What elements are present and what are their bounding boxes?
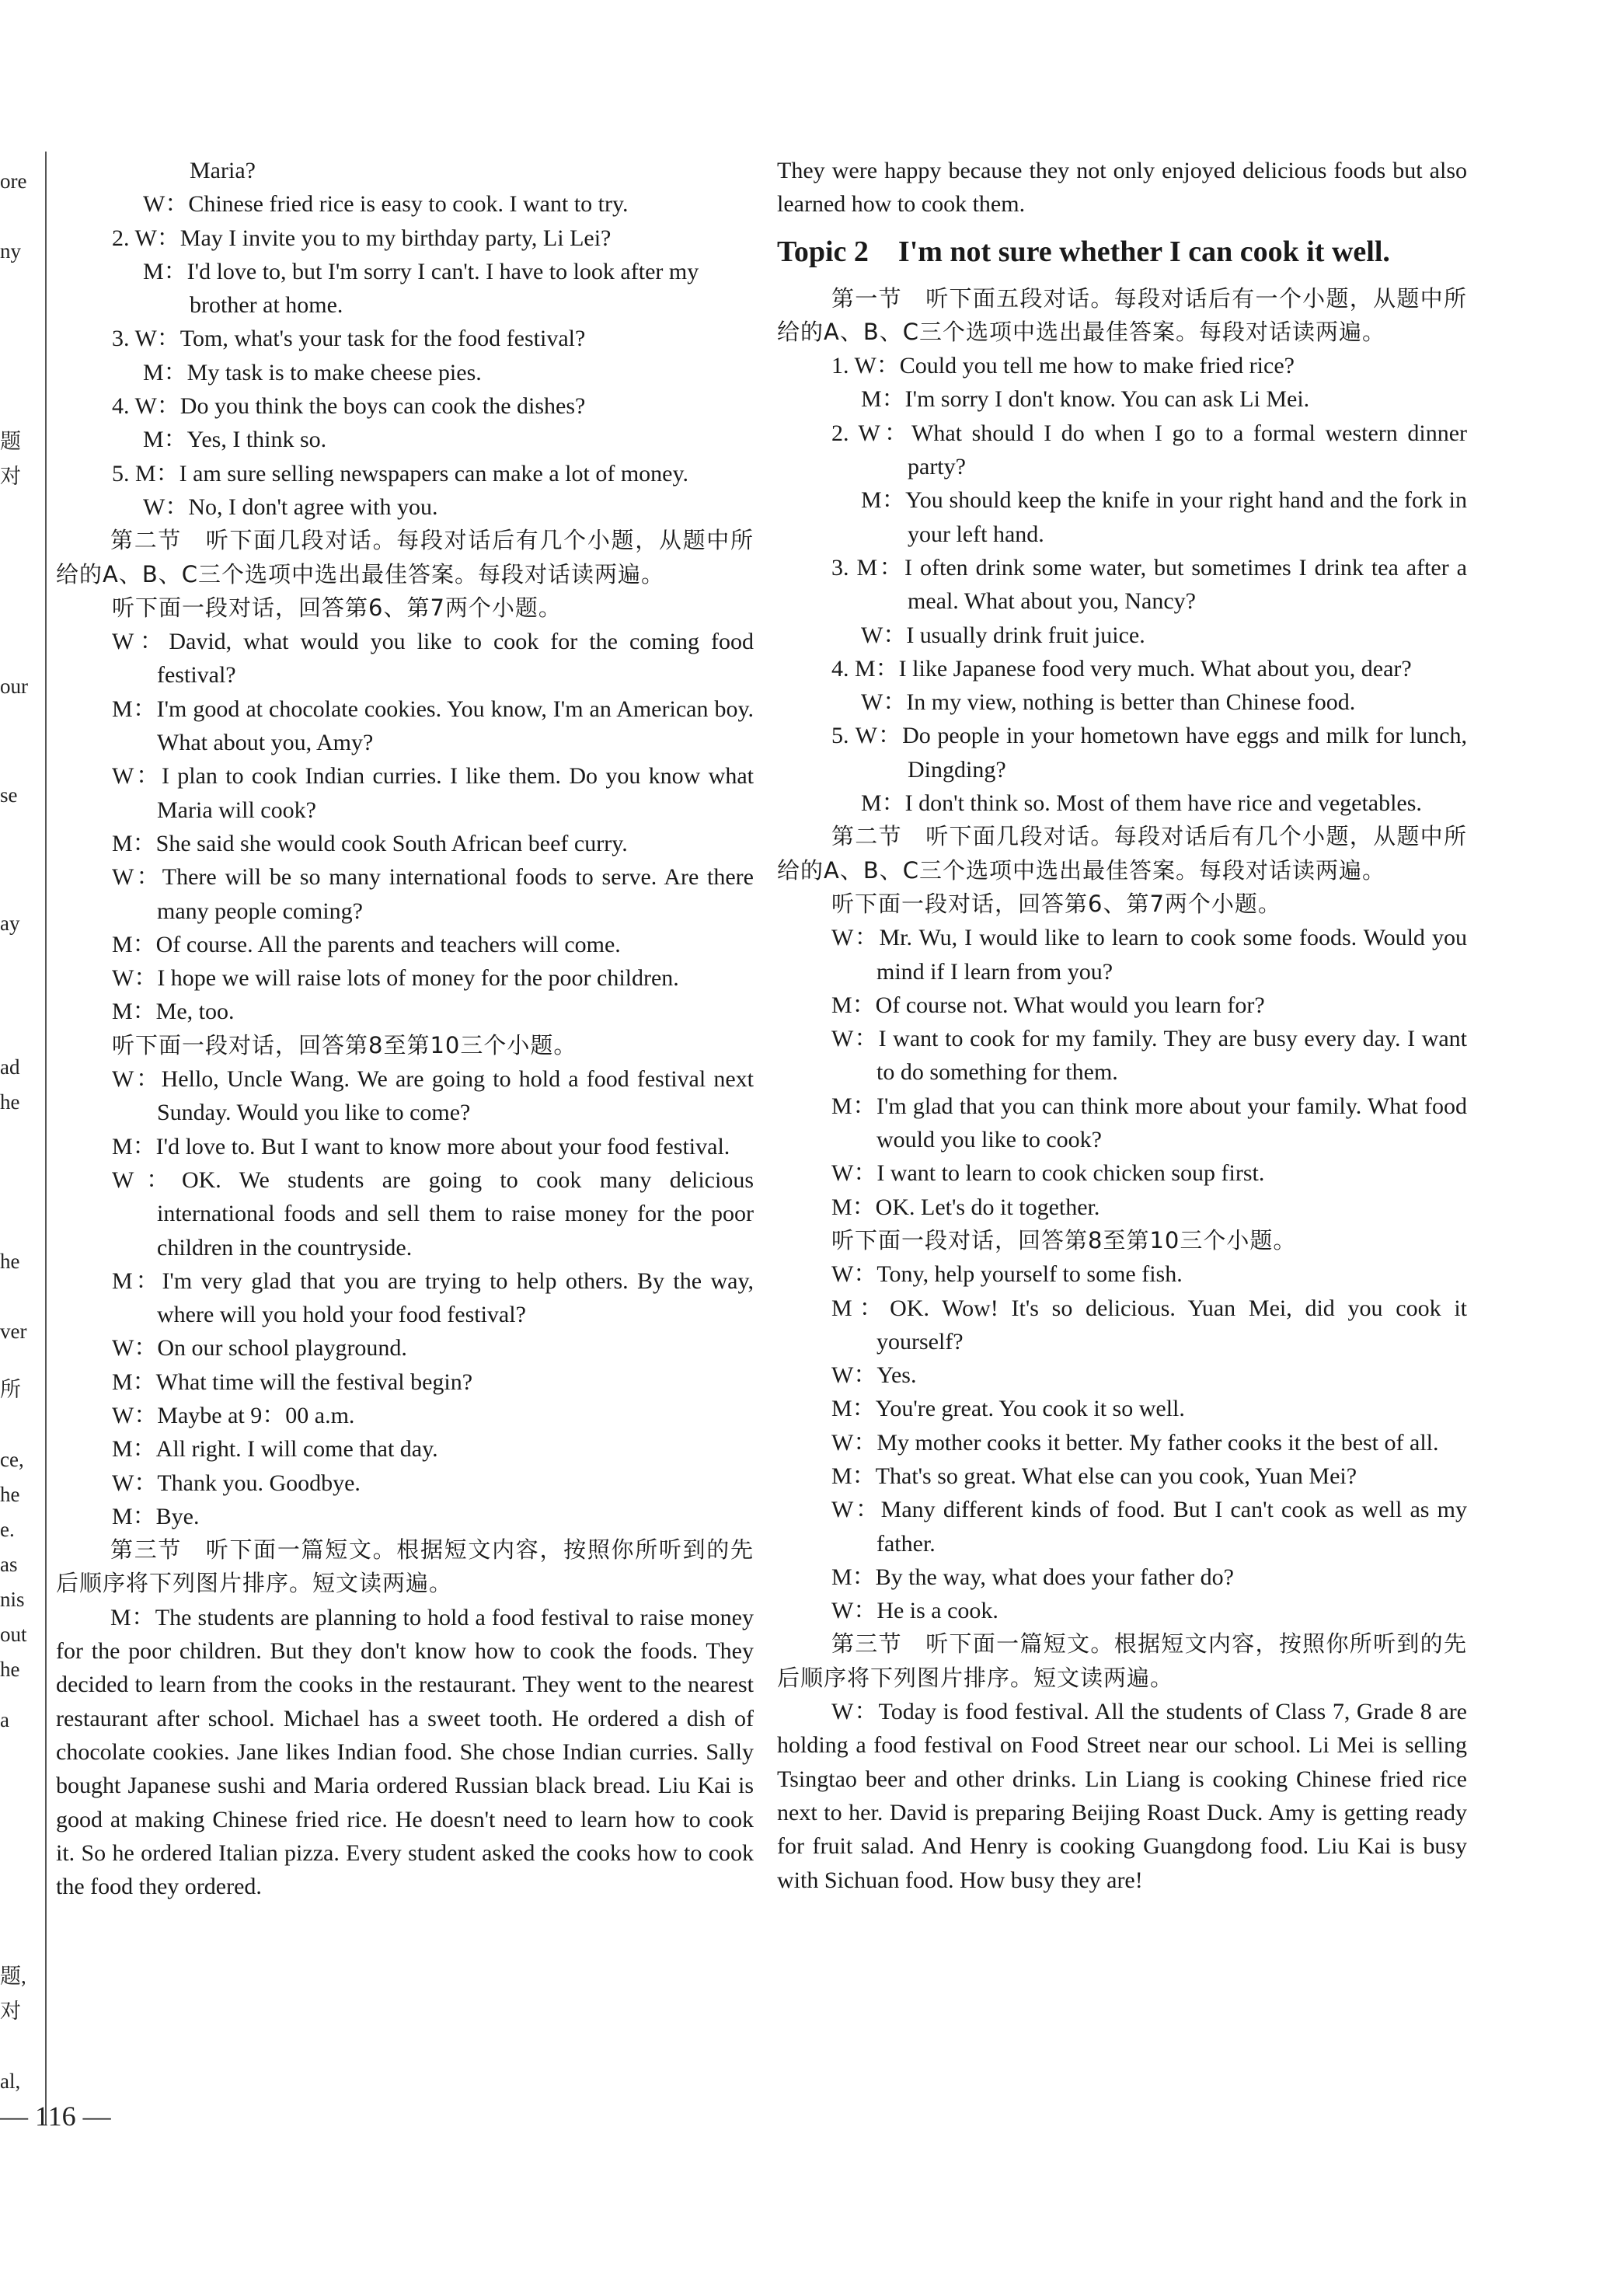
- dialogue-line: W：Mr. Wu, I would like to learn to cook some foods. Would you mind if I learn from you?: [831, 925, 1467, 985]
- margin-fragment: ce,: [0, 1448, 24, 1471]
- margin-fragment: out: [0, 1623, 27, 1646]
- dialogue-1: [56, 625, 754, 1029]
- margin-fragment: ay: [0, 912, 20, 935]
- margin-fragment: 所: [0, 1378, 21, 1401]
- dialogue-2-title: 听下面一段对话，回答第8至第10三个小题。: [831, 1226, 1297, 1254]
- question-5: 5. W：Do people in your hometown have eggs and milk for lunch, Dingding?: [831, 723, 1467, 783]
- dialogue-line: W：My mother cooks it better. My father cooks it the best of all.: [831, 1429, 1439, 1456]
- listening-passage: M：The students are planning to hold a food festival to raise money for the poor children. But they don't know how to cook the foods. They decided to learn from the cooks in the restaurant. They went to the nearest restaurant after school. Michael has a sweet tooth. He ordered a dish of chocolate cookies. Jane likes Indian food. She chose Indian curries. Sally bought Japanese sushi and Maria ordered Russian black bread. Liu Kai is good at making Chinese fried rice. He doesn't need to learn how to cook it. So he ordered Italian pizza. Every student asked the cooks how to cook the food they ordered.: [56, 1604, 754, 1900]
- margin-fragment: he: [0, 1658, 20, 1681]
- margin-fragment: ad: [0, 1055, 20, 1079]
- margin-fragment: se: [0, 783, 18, 807]
- section-1-heading: 第一节 听下面五段对话。每段对话后有一个小题，从题中所给的A、B、C三个选项中选出最佳答案。每段对话读两遍。: [777, 284, 1467, 345]
- section-2-heading: 第二节 听下面几段对话。每段对话后有几个小题，从题中所给的A、B、C三个选项中选出最佳答案。每段对话读两遍。: [777, 823, 1467, 884]
- section-2-heading: 第二节 听下面几段对话。每段对话后有几个小题，从题中所给的A、B、C三个选项中选出最佳答案。每段对话读两遍。: [56, 527, 754, 588]
- question-1: 1. W：Could you tell me how to make fried rice?: [831, 353, 1295, 379]
- dialogue-2: [56, 1062, 754, 1533]
- margin-fragment: our: [0, 675, 28, 698]
- answer-2: M：You should keep the knife in your right hand and the fork in your left hand.: [861, 487, 1467, 547]
- answer-4: W：In my view, nothing is better than Chinese food.: [861, 689, 1356, 716]
- dialogue-line: M：You're great. You cook it so well.: [831, 1396, 1185, 1422]
- answer-5: W：No, I don't agree with you.: [143, 493, 438, 520]
- dialogue-2: [777, 1257, 1467, 1627]
- dialogue-line: W：Yes.: [831, 1362, 917, 1389]
- dialogue-line: W：Many different kinds of food. But I can't cook as well as my father.: [831, 1497, 1467, 1557]
- margin-fragment: he: [0, 1090, 20, 1114]
- dialogue-line: M：I'm very glad that you are trying to help others. By the way, where will you hold your food festival?: [112, 1268, 754, 1328]
- dialogue-line: M：I'd love to. But I want to know more about your food festival.: [112, 1133, 730, 1159]
- margin-fragment: nis: [0, 1588, 25, 1611]
- dialogue-line: W：OK. We students are going to cook many delicious international foods and sell them to raise money for the poor children in the countryside.: [112, 1166, 754, 1261]
- dialogue-line: W：I want to cook for my family. They are busy every day. I want to do something for them.: [831, 1026, 1467, 1086]
- right-column: [777, 154, 1467, 1897]
- dialogue-line: M：OK. Wow! It's so delicious. Yuan Mei, did you cook it yourself?: [831, 1295, 1467, 1355]
- dialogue-line: M：I'm good at chocolate cookies. You know, I'm an American boy. What about you, Amy?: [112, 696, 754, 756]
- answer-2: M：I'd love to, but I'm sorry I can't. I have to look after my brother at home.: [143, 258, 699, 319]
- margin-fragment: ver: [0, 1320, 27, 1343]
- text-line: Maria?: [190, 158, 256, 183]
- margin-fragment: e.: [0, 1518, 15, 1541]
- question-2: 2. W：What should I do when I go to a formal western dinner party?: [831, 420, 1467, 480]
- answer-3: W：I usually drink fruit juice.: [861, 622, 1145, 648]
- passage-continuation: They were happy because they not only enjoyed delicious foods but also learned how to cook them.: [777, 158, 1467, 218]
- listening-passage: W：Today is food festival. All the students of Class 7, Grade 8 are holding a food festival on Food Street near our school. Li Mei is selling Tsingtao beer and other drinks. Lin Liang is cooking Chinese fried rice next to her. David is preparing Beijing Roast Duck. Amy is getting ready for fruit salad. And Henry is cooking Guangdong food. Liu Kai is busy with Sichuan food. How busy they are!: [777, 1699, 1467, 1893]
- dialogue-line: W：On our school playground.: [112, 1335, 407, 1362]
- question-4: 4. W：Do you think the boys can cook the dishes?: [112, 393, 586, 420]
- dialogue-line: W：David, what would you like to cook for the coming food festival?: [112, 629, 754, 689]
- dialogue-line: M：Of course. All the parents and teachers will come.: [112, 931, 621, 957]
- dialogue-line: W：I hope we will raise lots of money for the poor children.: [112, 965, 679, 992]
- dialogue-1-title: 听下面一段对话，回答第6、第7两个小题。: [831, 890, 1281, 917]
- margin-fragment: 对: [0, 465, 21, 488]
- dialogue-line: W：He is a cook.: [831, 1598, 998, 1624]
- dialogue-line: M：That's so great. What else can you cook, Yuan Mei?: [831, 1463, 1357, 1489]
- dialogue-line: W：I plan to cook Indian curries. I like them. Do you know what Maria will cook?: [112, 763, 754, 823]
- section-3-heading: 第三节 听下面一篇短文。根据短文内容，按照你所听到的先后顺序将下列图片排序。短文读两遍。: [777, 1630, 1467, 1691]
- answer-3: M：My task is to make cheese pies.: [143, 359, 482, 385]
- dialogue-line: M：Me, too.: [112, 999, 235, 1025]
- dialogue-line: M：Bye.: [112, 1503, 200, 1529]
- dialogue-line: W：Thank you. Goodbye.: [112, 1470, 361, 1496]
- margin-fragment: 题: [0, 430, 21, 453]
- answer-1: M：I'm sorry I don't know. You can ask Li Mei.: [861, 386, 1310, 413]
- dialogue-1-title: 听下面一段对话，回答第6、第7两个小题。: [112, 594, 562, 621]
- dialogue-line: M：I'm glad that you can think more about your family. What food would you like to cook?: [831, 1093, 1467, 1153]
- topic-heading: Topic 2 I'm not sure whether I can cook it well.: [777, 235, 1390, 268]
- margin-fragment: ore: [0, 169, 27, 193]
- margin-fragment: he: [0, 1250, 20, 1273]
- dialogue-line: M：OK. Let's do it together.: [831, 1194, 1100, 1220]
- question-2: 2. W：May I invite you to my birthday party, Li Lei?: [112, 225, 612, 251]
- dialogue-line: M：She said she would cook South African beef curry.: [112, 830, 628, 856]
- left-column: [56, 154, 754, 1903]
- section-3-heading: 第三节 听下面一篇短文。根据短文内容，按照你所听到的先后顺序将下列图片排序。短文读两遍。: [56, 1536, 754, 1597]
- dialogue-line: M：Of course not. What would you learn for?: [831, 992, 1265, 1018]
- dialogue-2-title: 听下面一段对话，回答第8至第10三个小题。: [112, 1031, 577, 1058]
- margin-fragment: a: [0, 1708, 9, 1731]
- dialogue-line: M：By the way, what does your father do?: [831, 1564, 1234, 1590]
- margin-fragment: al,: [0, 2070, 21, 2093]
- dialogue-line: W：Maybe at 9：00 a.m.: [112, 1402, 355, 1428]
- answer-5: M：I don't think so. Most of them have rice and vegetables.: [861, 790, 1422, 817]
- dialogue-line: M：What time will the festival begin?: [112, 1369, 473, 1395]
- dialogue-line: W：I want to learn to cook chicken soup first.: [831, 1160, 1265, 1187]
- dialogue-line: W：Tony, help yourself to some fish.: [831, 1261, 1183, 1288]
- margin-fragment: as: [0, 1553, 18, 1576]
- margin-fragment: he: [0, 1483, 20, 1506]
- dialogue-line: M：All right. I will come that day.: [112, 1436, 438, 1463]
- page-number: — 116 —: [0, 2101, 111, 2132]
- question-3: 3. M：I often drink some water, but sometimes I drink tea after a meal. What about you, Nancy?: [831, 554, 1467, 615]
- dialogue-1: [777, 921, 1467, 1224]
- question-4: 4. M：I like Japanese food very much. What about you, dear?: [831, 655, 1412, 682]
- margin-fragment: 题,: [0, 1965, 26, 1988]
- text-line: W：Chinese fried rice is easy to cook. I want to try.: [143, 191, 629, 218]
- question-5: 5. M：I am sure selling newspapers can make a lot of money.: [112, 460, 689, 486]
- margin-fragment: ny: [0, 239, 21, 263]
- dialogue-line: W：There will be so many international foods to serve. Are there many people coming?: [112, 864, 754, 924]
- margin-fragment: 对: [0, 2000, 21, 2023]
- dialogue-line: W：Hello, Uncle Wang. We are going to hold a food festival next Sunday. Would you like to come?: [112, 1066, 754, 1126]
- answer-4: M：Yes, I think so.: [143, 427, 327, 453]
- margin-rule: [45, 152, 47, 2125]
- question-3: 3. W：Tom, what's your task for the food festival?: [112, 326, 586, 352]
